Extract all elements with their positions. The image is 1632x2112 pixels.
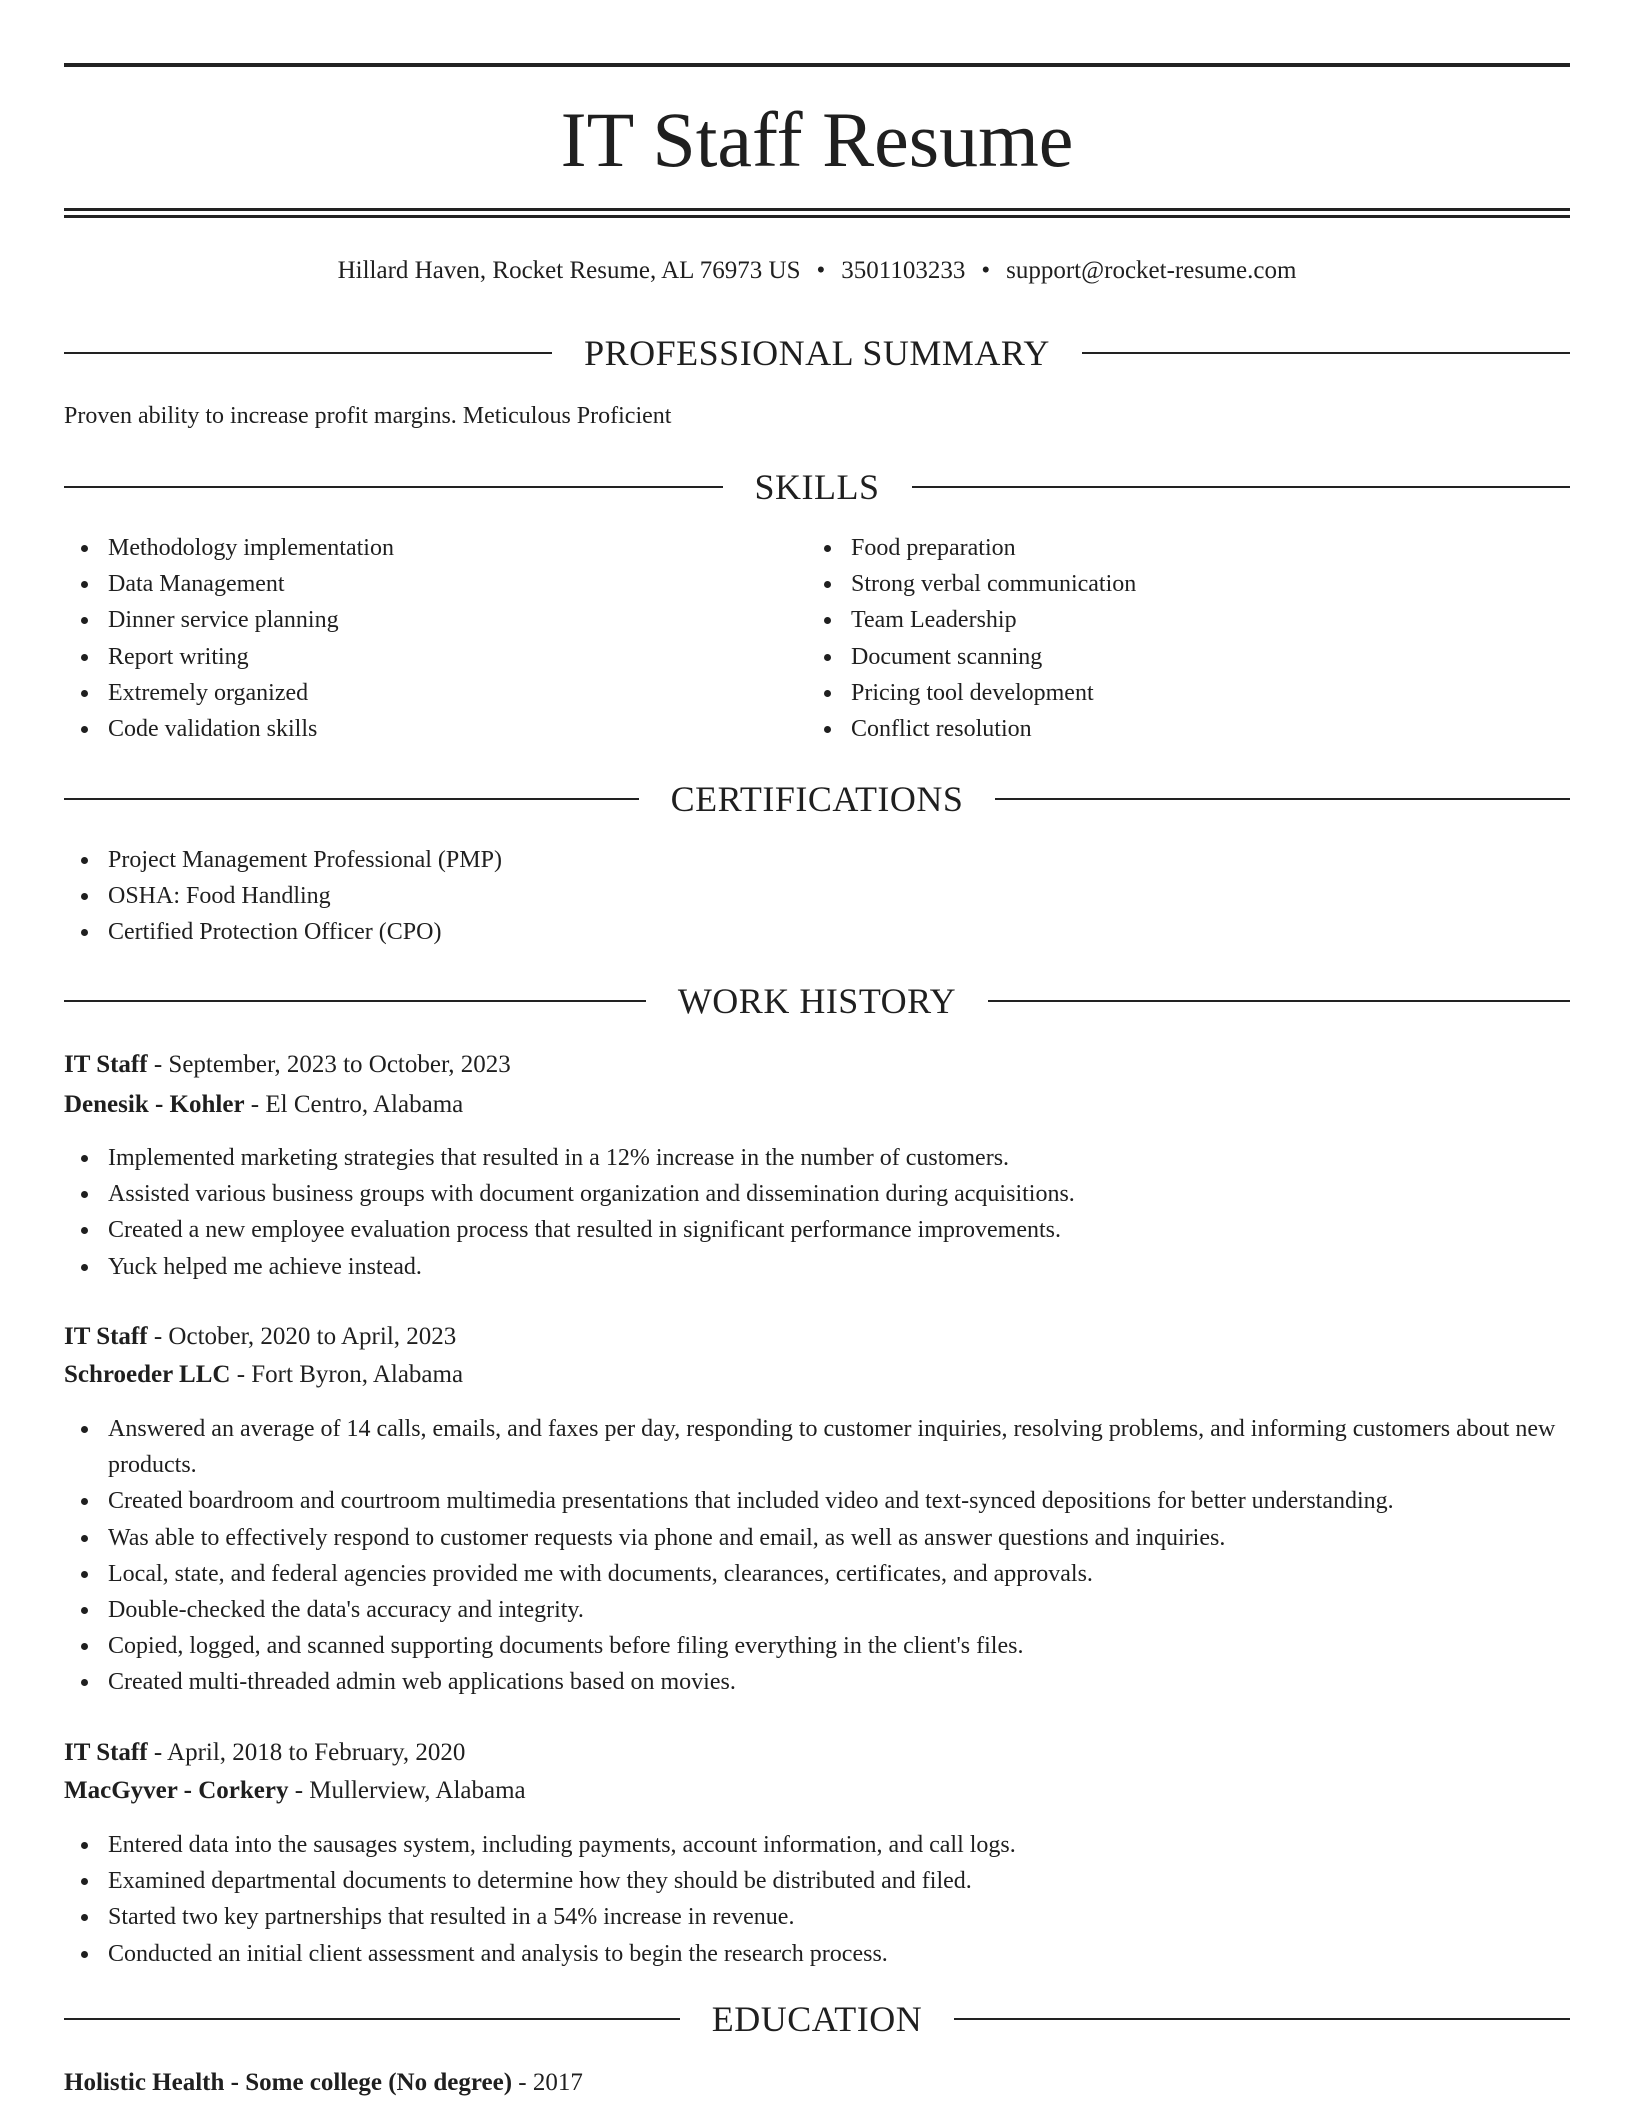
- skill-item: Code validation skills: [108, 711, 394, 747]
- heading-label: WORK HISTORY: [677, 981, 957, 1021]
- skill-item: Dinner service planning: [108, 602, 394, 638]
- job-dates: - April, 2018 to February, 2020: [147, 1739, 466, 1766]
- job-location: - Mullerview, Alabama: [288, 1777, 526, 1804]
- resume-title: IT Staff Resume: [560, 96, 1074, 183]
- heading-rule: [1082, 352, 1570, 354]
- heading-rule: [64, 1000, 646, 1002]
- job-company: MacGyver - Corkery: [64, 1777, 289, 1804]
- section-heading-skills: [64, 462, 1570, 512]
- skill-item: Conflict resolution: [851, 711, 1136, 747]
- certification-item: Certified Protection Officer (CPO): [108, 914, 502, 950]
- job-bullet: Assisted various business groups with document organization and dissemination during acquisitions.: [108, 1176, 1570, 1212]
- heading-rule: [64, 798, 639, 800]
- job-company-line: [64, 1086, 463, 1124]
- section-heading-work-history: [64, 976, 1570, 1026]
- job-bullets: [64, 1140, 1570, 1285]
- job-bullet: Examined departmental documents to determine how they should be distributed and filed.: [108, 1863, 1570, 1899]
- job-dates: - October, 2020 to April, 2023: [147, 1323, 457, 1350]
- top-rule: [64, 63, 1570, 67]
- job-bullet: Copied, logged, and scanned supporting documents before filing everything in the client's files.: [108, 1628, 1570, 1664]
- section-heading-certifications: [64, 774, 1570, 824]
- job-bullet: Started two key partnerships that resulted in a 54% increase in revenue.: [108, 1899, 1570, 1935]
- skill-item: Document scanning: [851, 639, 1136, 675]
- skill-item: Extremely organized: [108, 675, 394, 711]
- education-degree: Holistic Health - Some college (No degree): [64, 2069, 513, 2096]
- contact-phone: 3501103233: [841, 257, 966, 284]
- heading-label: CERTIFICATIONS: [670, 779, 964, 819]
- job-bullets: [64, 1411, 1570, 1701]
- skills-list-left: [64, 530, 394, 747]
- job-bullet: Was able to effectively respond to customer requests via phone and email, as well as answer questions and inquiries.: [108, 1520, 1570, 1556]
- job-location: - Fort Byron, Alabama: [230, 1361, 464, 1388]
- skills-list-right: [807, 530, 1136, 747]
- job-title-line: [64, 1046, 511, 1084]
- heading-rule: [954, 2018, 1570, 2020]
- job-company-line: [64, 1356, 463, 1394]
- education-year: - 2017: [512, 2069, 583, 2096]
- section-heading-education: [64, 1994, 1570, 2044]
- heading-rule: [995, 798, 1570, 800]
- job-title: IT Staff: [64, 1051, 148, 1078]
- job-bullet: Answered an average of 14 calls, emails, and faxes per day, responding to customer inquiries, resolving problems, and informing customers about new products.: [108, 1411, 1570, 1483]
- skill-item: Team Leadership: [851, 602, 1136, 638]
- job-title: IT Staff: [64, 1323, 148, 1350]
- job-bullet: Conducted an initial client assessment and analysis to begin the research process.: [108, 1936, 1570, 1972]
- job-title-line: [64, 1318, 456, 1356]
- certifications-list: [64, 842, 502, 951]
- job-bullet: Implemented marketing strategies that resulted in a 12% increase in the number of customers.: [108, 1140, 1570, 1176]
- heading-rule: [64, 352, 552, 354]
- job-company: Schroeder LLC: [64, 1361, 231, 1388]
- heading-rule: [988, 1000, 1570, 1002]
- section-heading-summary: [64, 328, 1570, 378]
- heading-label: SKILLS: [754, 467, 880, 507]
- job-location: - El Centro, Alabama: [244, 1091, 464, 1118]
- skill-item: Data Management: [108, 566, 394, 602]
- skill-item: Food preparation: [851, 530, 1136, 566]
- heading-rule: [64, 2018, 680, 2020]
- job-bullet: Local, state, and federal agencies provided me with documents, clearances, certificates, and approvals.: [108, 1556, 1570, 1592]
- job-bullet: Created a new employee evaluation process that resulted in significant performance improvements.: [108, 1212, 1570, 1248]
- job-title-line: [64, 1734, 465, 1772]
- title-double-rule: [64, 208, 1570, 218]
- job-bullet: Created multi-threaded admin web applications based on movies.: [108, 1664, 1570, 1700]
- heading-label: PROFESSIONAL SUMMARY: [584, 333, 1050, 373]
- contact-separator: •: [981, 257, 991, 284]
- job-dates: - September, 2023 to October, 2023: [147, 1051, 511, 1078]
- education-line: [64, 2064, 583, 2102]
- skill-item: Strong verbal communication: [851, 566, 1136, 602]
- job-bullet: Created boardroom and courtroom multimedia presentations that included video and text-synced depositions for better understanding.: [108, 1483, 1570, 1519]
- summary-text: Proven ability to increase profit margins. Meticulous Proficient: [64, 403, 672, 429]
- job-bullets: [64, 1827, 1570, 1972]
- contact-email[interactable]: support@rocket-resume.com: [1006, 257, 1297, 284]
- job-company-line: [64, 1772, 526, 1810]
- job-bullet: Double-checked the data's accuracy and integrity.: [108, 1592, 1570, 1628]
- certification-item: OSHA: Food Handling: [108, 878, 502, 914]
- contact-line: [64, 254, 1570, 288]
- job-company: Denesik - Kohler: [64, 1091, 245, 1118]
- heading-rule: [912, 486, 1571, 488]
- job-bullet: Yuck helped me achieve instead.: [108, 1249, 1570, 1285]
- heading-label: EDUCATION: [711, 1999, 923, 2039]
- contact-address: Hillard Haven, Rocket Resume, AL 76973 US: [337, 257, 801, 284]
- certification-item: Project Management Professional (PMP): [108, 842, 502, 878]
- skill-item: Pricing tool development: [851, 675, 1136, 711]
- skill-item: Report writing: [108, 639, 394, 675]
- contact-separator: •: [816, 257, 826, 284]
- job-title: IT Staff: [64, 1739, 148, 1766]
- job-bullet: Entered data into the sausages system, including payments, account information, and call logs.: [108, 1827, 1570, 1863]
- heading-rule: [64, 486, 723, 488]
- skill-item: Methodology implementation: [108, 530, 394, 566]
